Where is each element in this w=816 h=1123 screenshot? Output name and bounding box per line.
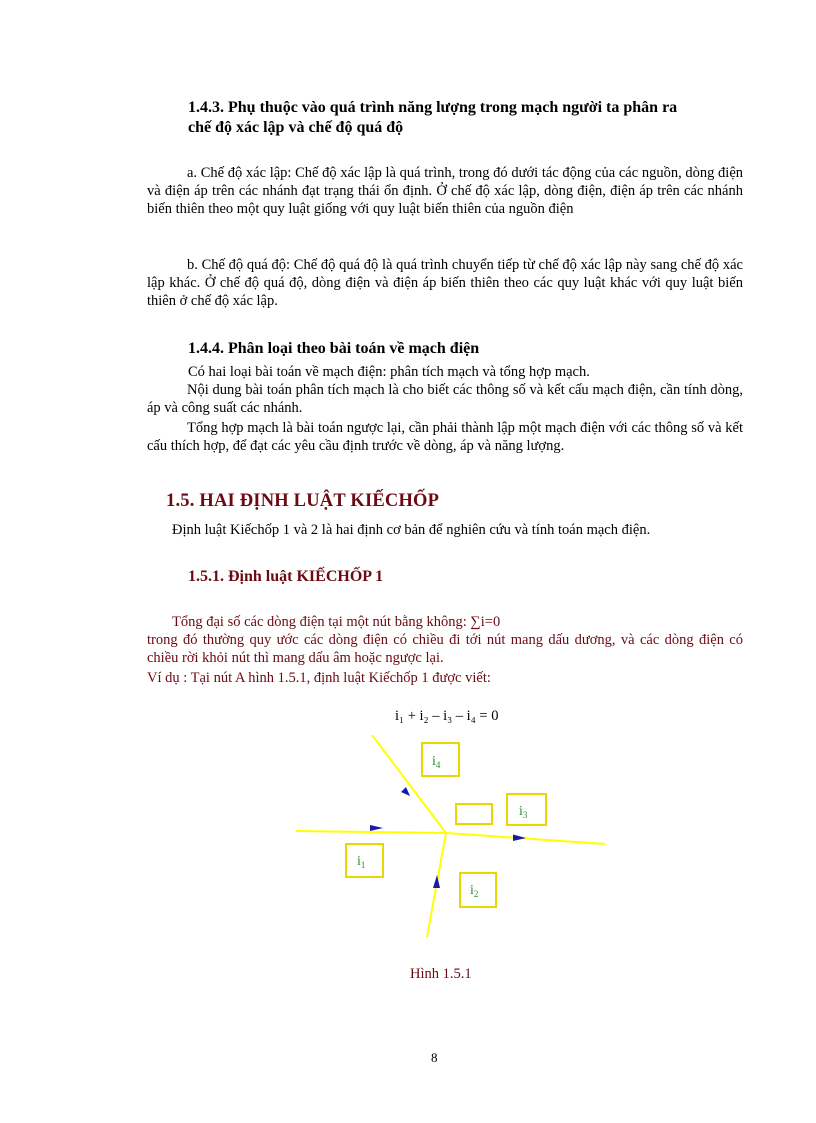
paragraph-a: a. Chế độ xác lập: Chế độ xác lập là quá trình, trong đó dưới tác động của các nguồn, dòng điện và điện áp trên các nhánh đạt trạng thái ổn định. Ở chế độ xác lập, dòng điện, điện áp trên các nhánh biến thiên theo một quy luật giống với quy luật biến thiên của nguồn điện <box>147 165 743 217</box>
section-1-5-intro: Định luật Kiếchốp 1 và 2 là hai định cơ bản để nghiên cứu và tính toán mạch điện. <box>172 522 651 538</box>
page-number: 8 <box>431 1050 438 1065</box>
s144-line-1: Có hai loại bài toán về mạch điện: phân tích mạch và tổng hợp mạch. <box>188 364 590 380</box>
label-box-i4 <box>422 743 459 776</box>
sign-convention: trong đó thường quy ước các dòng điện có chiều đi tới nút mang dấu dương, và các dòng điện có chiều rời khỏi nút thì mang dấu âm hoặc ngược lại. <box>147 632 743 666</box>
wire-i4 <box>372 735 446 833</box>
arrow-i4-icon <box>401 787 410 796</box>
heading-line-1: 1.4.3. Phụ thuộc vào quá trình năng lượng trong mạch người ta phân ra <box>188 99 678 116</box>
heading-line-2: chế độ xác lập và chế độ quá độ <box>188 119 404 136</box>
section-1-4-3-heading <box>188 98 748 138</box>
section-1-4-4-heading: 1.4.4. Phân loại theo bài toán về mạch điện <box>188 340 480 357</box>
label-i3: $i_3$ <box>519 804 528 820</box>
label-i2: $i_2$ <box>470 883 479 899</box>
figure-1-5-1 <box>280 725 620 955</box>
section-1-5-1-heading: 1.5.1. Định luật KIẾCHỐP 1 <box>188 568 384 585</box>
arrow-i3-icon <box>513 835 526 842</box>
figure-caption: Hình 1.5.1 <box>410 966 472 982</box>
label-i4: $i_4$ <box>432 754 441 770</box>
wire-i1 <box>296 831 446 833</box>
kirchhoff-statement: Tổng đại số các dòng điện tại một nút bằng không: ∑i=0 <box>172 614 501 630</box>
node-label-box <box>456 804 492 824</box>
wire-i3 <box>446 833 605 844</box>
label-i1: $i_1$ <box>357 854 366 870</box>
example-intro: Ví dụ : Tại nút A hình 1.5.1, định luật Kiếchốp 1 được viết: <box>147 670 491 686</box>
s144-paragraph-2: Nội dung bài toán phân tích mạch là cho biết các thông số và kết cấu mạch điện, cần tính dòng, áp và công suất các nhánh. <box>147 382 743 416</box>
s144-paragraph-3: Tổng hợp mạch là bài toán ngược lại, cần phải thành lập một mạch điện với các thông số và kết cấu thích hợp, để đạt các yêu cầu định trước về dòng, áp và năng lượng. <box>147 420 743 454</box>
kirchhoff-equation: i₁ + i₂ – i₃ – i₄ = 0 <box>395 708 499 724</box>
section-1-5-heading: 1.5. HAI ĐỊNH LUẬT KIẾCHỐP <box>166 491 440 511</box>
paragraph-b: b. Chế độ quá độ: Chế độ quá độ là quá trình chuyển tiếp từ chế độ xác lập này sang chế độ xác lập khác. Ở chế độ quá độ, dòng điện và điện áp biến thiên theo các quy luật khác với quy luật biến thiên ở chế độ xác lập. <box>147 257 743 309</box>
arrow-i1-icon <box>370 825 383 831</box>
